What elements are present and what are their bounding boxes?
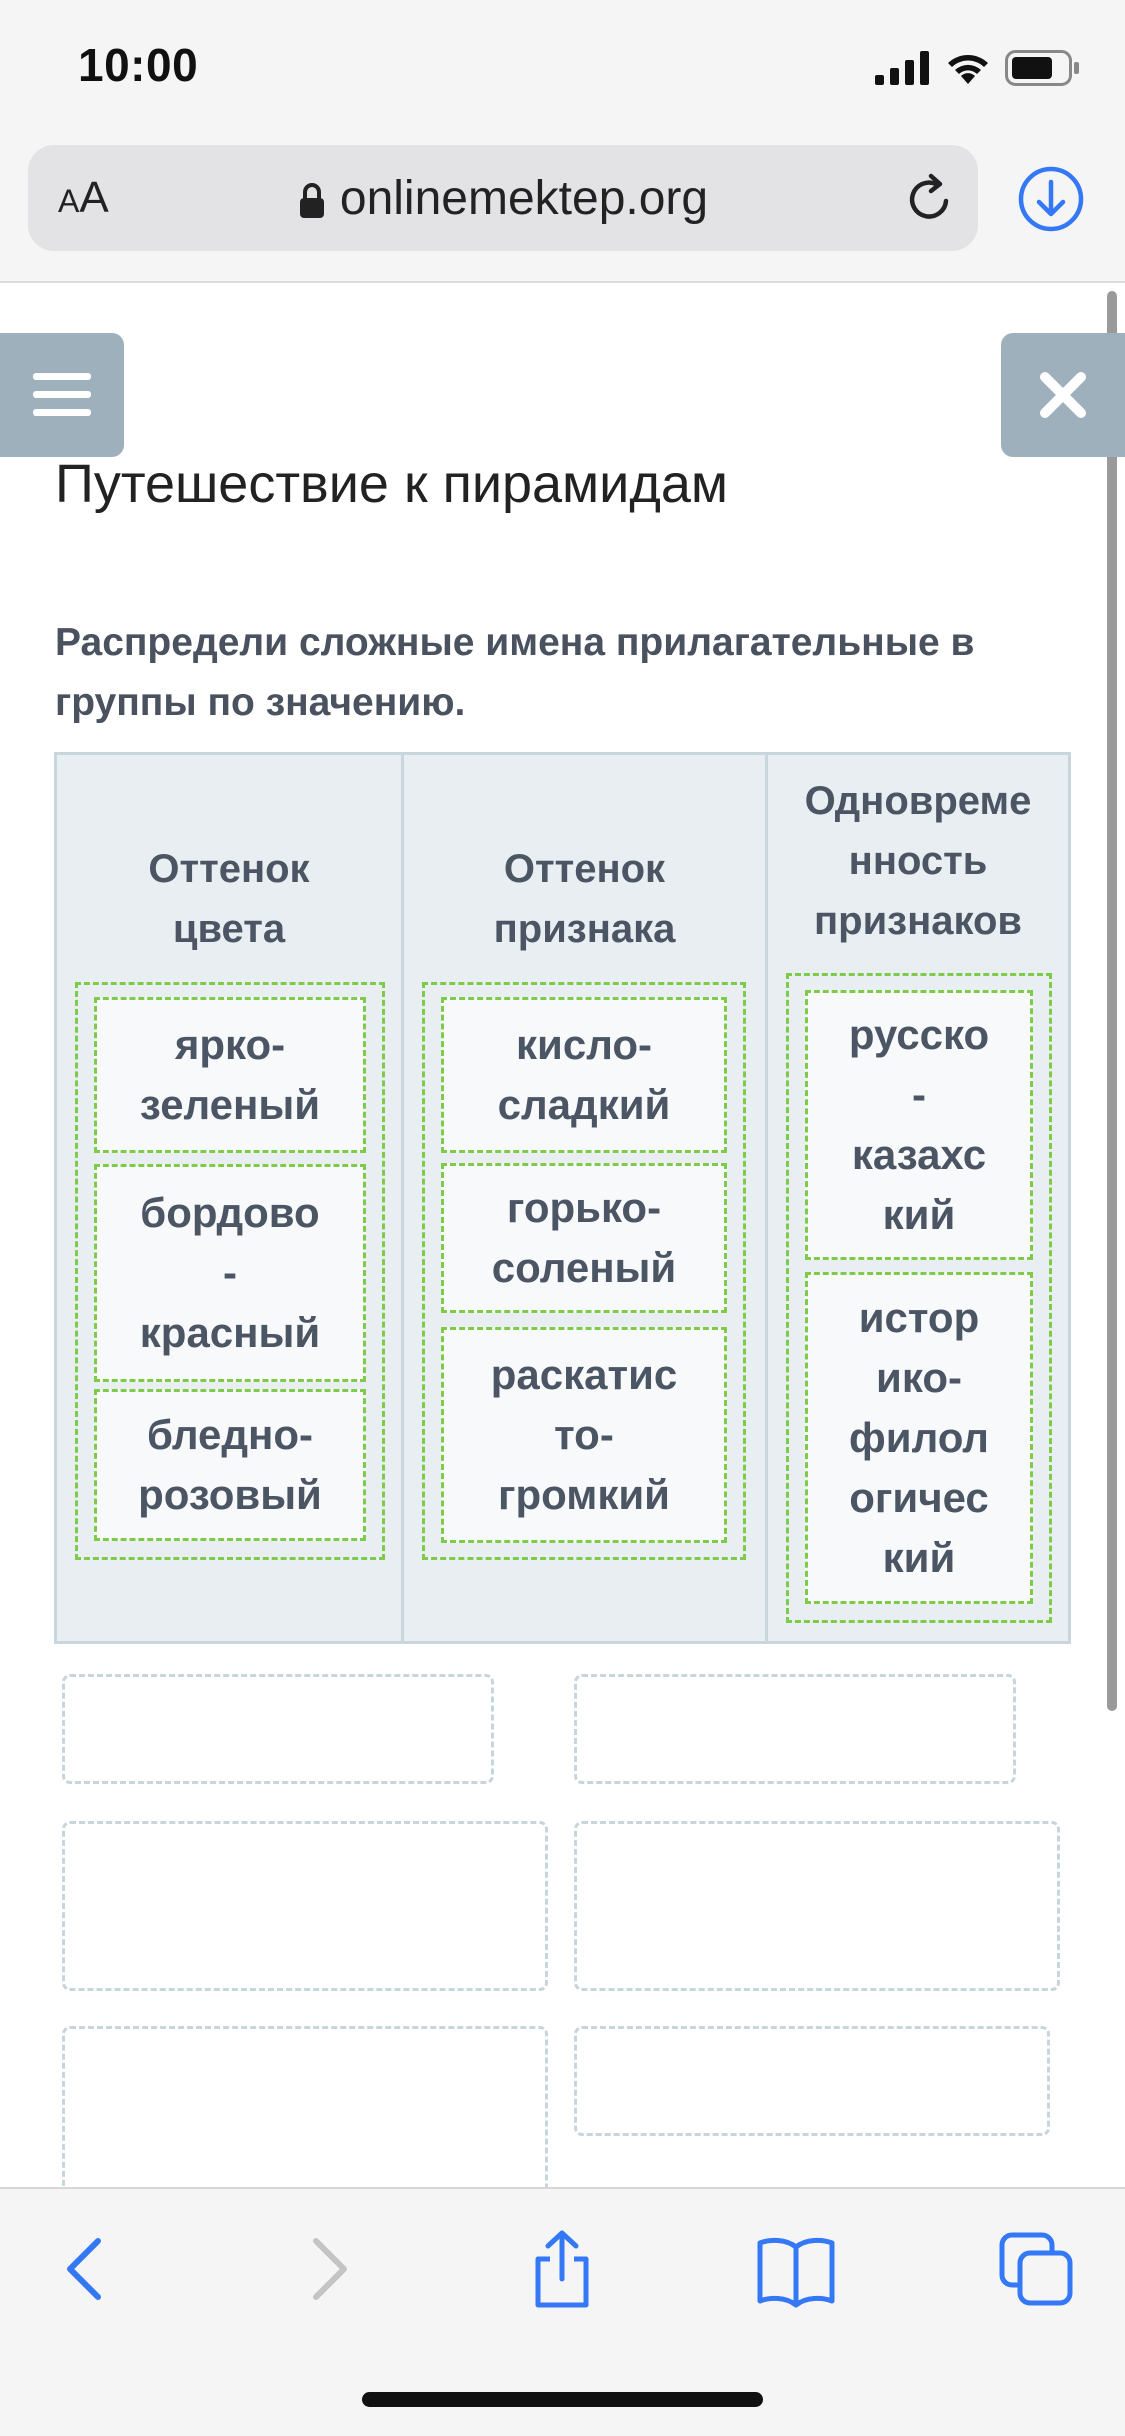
scrollbar[interactable] [1107, 291, 1117, 1711]
empty-slot[interactable] [62, 2026, 548, 2187]
word-card[interactable]: русско - казахс кий [805, 990, 1033, 1260]
bookmarks-icon[interactable] [756, 2229, 836, 2309]
url-display[interactable] [28, 171, 978, 226]
download-icon[interactable] [1017, 165, 1085, 233]
hamburger-menu-icon [33, 371, 91, 419]
web-content [0, 283, 1125, 2187]
status-time: 10:00 [78, 39, 199, 91]
cellular-signal-icon [875, 51, 931, 85]
home-indicator [362, 2392, 763, 2407]
drop-zone[interactable] [786, 973, 1052, 1623]
status-icons [875, 48, 1081, 88]
empty-slot[interactable] [62, 1674, 494, 1784]
share-icon[interactable] [522, 2229, 602, 2309]
empty-slot[interactable] [574, 1821, 1060, 1991]
close-button[interactable] [1001, 333, 1125, 457]
column-header: Оттенок цвета [148, 847, 310, 951]
url-text: onlinemektep.org [339, 172, 709, 225]
column-simultaneous-attributes [765, 755, 1068, 1641]
battery-icon [1005, 50, 1081, 86]
column-header: Оттенок признака [493, 847, 676, 951]
drop-zone[interactable] [75, 982, 385, 1560]
empty-slot[interactable] [574, 2026, 1050, 2136]
page-title: Путешествие к пирамидам [55, 454, 728, 514]
word-card[interactable]: истор ико- филол огичес кий [805, 1272, 1033, 1604]
column-attribute-shade [401, 755, 765, 1641]
word-card[interactable]: раскатис то- громкий [441, 1327, 727, 1543]
word-card[interactable]: бордово - красный [94, 1164, 366, 1382]
forward-icon[interactable] [288, 2229, 368, 2309]
reload-icon[interactable] [902, 171, 958, 227]
lock-icon [298, 182, 326, 220]
word-card[interactable]: кисло- сладкий [441, 997, 727, 1153]
word-card[interactable]: бледно- розовый [94, 1389, 366, 1541]
drop-table [54, 752, 1071, 1644]
browser-address-area [0, 135, 1125, 283]
tabs-icon[interactable] [996, 2229, 1076, 2309]
close-icon [1039, 371, 1087, 419]
column-header: Одновреме нность признаков [804, 779, 1032, 943]
drop-zone[interactable] [422, 982, 746, 1560]
word-card[interactable]: горько- соленый [441, 1163, 727, 1313]
back-icon[interactable] [46, 2229, 126, 2309]
empty-slot[interactable] [62, 1821, 548, 1991]
empty-slot[interactable] [574, 1674, 1016, 1784]
column-color-shade [57, 755, 401, 1641]
status-bar [0, 0, 1125, 135]
word-card[interactable]: ярко- зеленый [94, 997, 366, 1153]
address-bar[interactable] [28, 145, 978, 251]
text-size-button[interactable]: AA [58, 173, 109, 222]
menu-button[interactable] [0, 333, 124, 457]
task-instructions: Распредели сложные имена прилагательные в группы по значению. [55, 621, 975, 724]
wifi-icon [945, 51, 991, 85]
